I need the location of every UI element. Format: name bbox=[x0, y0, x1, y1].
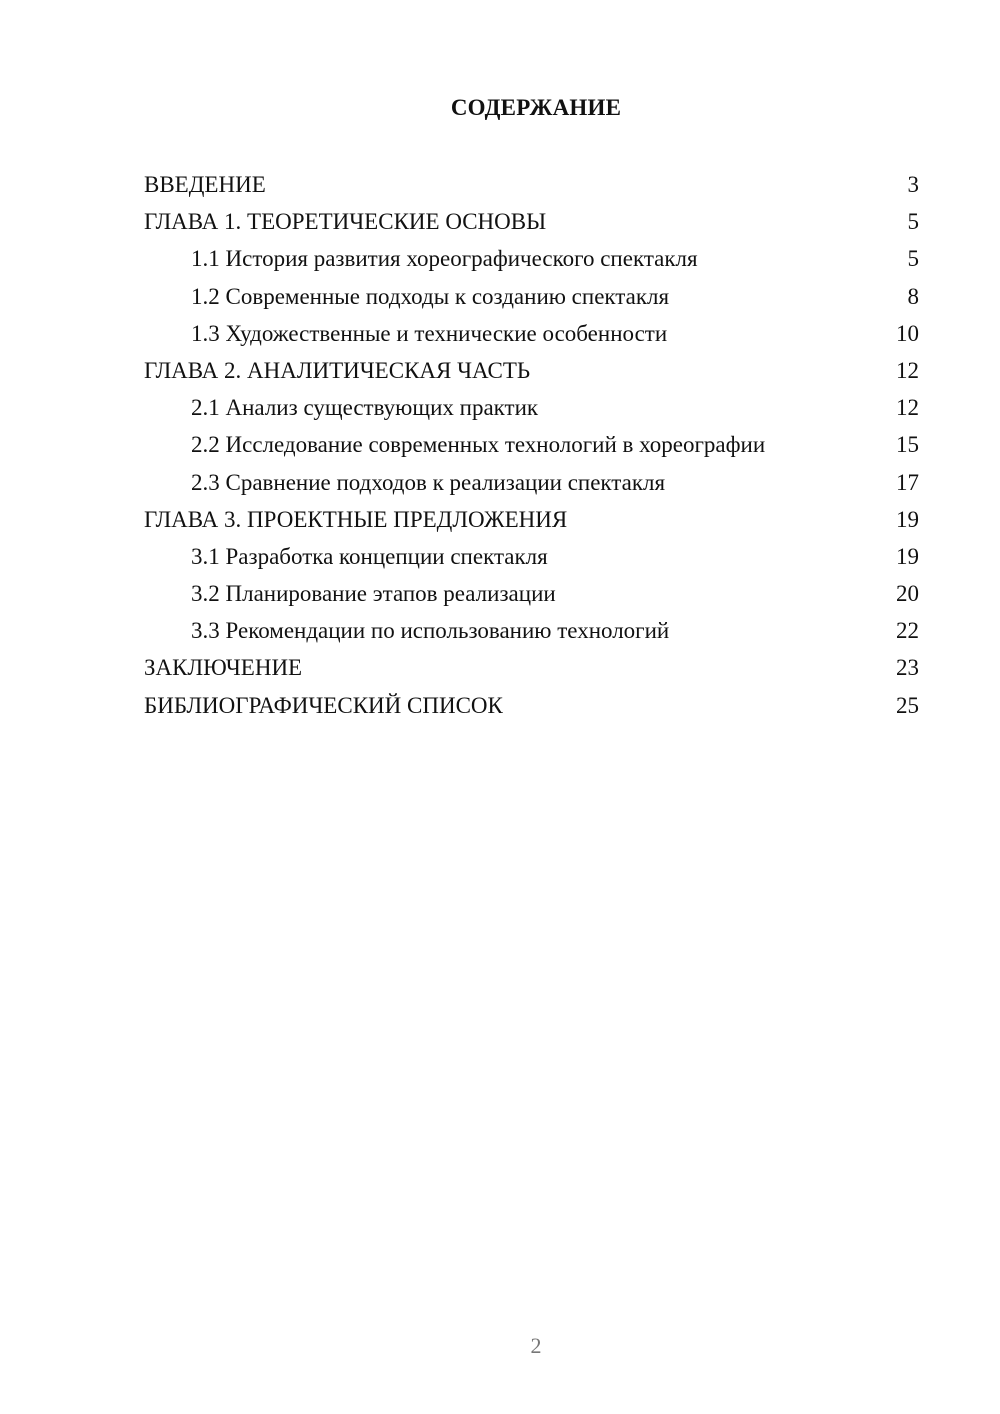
toc-entry-page: 5 bbox=[907, 209, 919, 235]
toc-entry-chapter-3[interactable] bbox=[144, 501, 919, 538]
toc-entry-label: 3.1 Разработка концепции спектакля bbox=[191, 543, 548, 569]
toc-entry-section-1-3[interactable] bbox=[144, 315, 919, 352]
toc-entry-introduction[interactable] bbox=[144, 166, 919, 203]
toc-entry-section-1-2[interactable] bbox=[144, 278, 919, 315]
toc-entry-label: 2.1 Анализ существующих практик bbox=[191, 395, 539, 421]
toc-entry-section-3-2[interactable] bbox=[144, 575, 919, 612]
toc-entry-page: 8 bbox=[907, 283, 919, 309]
toc-entry-label: ГЛАВА 2. АНАЛИТИЧЕСКАЯ ЧАСТЬ bbox=[144, 357, 531, 383]
table-of-contents bbox=[144, 166, 919, 724]
toc-entry-chapter-1[interactable] bbox=[144, 203, 919, 240]
toc-entry-label: 1.2 Современные подходы к созданию спектакля bbox=[191, 283, 670, 309]
toc-entry-page: 5 bbox=[907, 246, 919, 272]
toc-entry-page: 10 bbox=[896, 320, 919, 346]
page-number: 2 bbox=[530, 1333, 542, 1358]
toc-entry-page: 12 bbox=[896, 357, 919, 383]
toc-entry-label: 2.3 Сравнение подходов к реализации спектакля bbox=[191, 469, 666, 495]
toc-entry-page: 25 bbox=[896, 692, 919, 718]
toc-entry-label: 2.2 Исследование современных технологий в хореографии bbox=[191, 432, 766, 458]
toc-entry-label: ГЛАВА 3. ПРОЕКТНЫЕ ПРЕДЛОЖЕНИЯ bbox=[144, 506, 568, 532]
toc-entry-label: БИБЛИОГРАФИЧЕСКИЙ СПИСОК bbox=[144, 692, 503, 718]
toc-entry-label: 3.2 Планирование этапов реализации bbox=[191, 581, 556, 607]
toc-entry-label: 1.1 История развития хореографического спектакля bbox=[191, 246, 698, 272]
toc-entry-label: ГЛАВА 1. ТЕОРЕТИЧЕСКИЕ ОСНОВЫ bbox=[144, 209, 547, 235]
toc-entry-page: 19 bbox=[896, 506, 919, 532]
toc-entry-page: 20 bbox=[896, 581, 919, 607]
toc-entry-conclusion[interactable] bbox=[144, 649, 919, 686]
toc-entry-label: 3.3 Рекомендации по использованию технологий bbox=[191, 618, 670, 644]
toc-entry-section-2-1[interactable] bbox=[144, 389, 919, 426]
toc-entry-page: 15 bbox=[896, 432, 919, 458]
toc-entry-page: 19 bbox=[896, 543, 919, 569]
toc-entry-section-2-3[interactable] bbox=[144, 464, 919, 501]
toc-entry-section-1-1[interactable] bbox=[144, 240, 919, 277]
toc-entry-page: 17 bbox=[896, 469, 919, 495]
toc-entry-section-3-3[interactable] bbox=[144, 612, 919, 649]
toc-entry-section-2-2[interactable] bbox=[144, 426, 919, 463]
toc-entry-section-3-1[interactable] bbox=[144, 538, 919, 575]
toc-entry-label: ВВЕДЕНИЕ bbox=[144, 172, 266, 197]
toc-entry-label: 1.3 Художественные и технические особенности bbox=[191, 320, 668, 346]
toc-entry-label: ЗАКЛЮЧЕНИЕ bbox=[144, 655, 303, 681]
toc-entry-page: 3 bbox=[907, 172, 919, 197]
toc-entry-page: 12 bbox=[896, 395, 919, 421]
toc-entry-chapter-2[interactable] bbox=[144, 352, 919, 389]
toc-entry-page: 23 bbox=[896, 655, 919, 681]
toc-entry-page: 22 bbox=[896, 618, 919, 644]
page-title: СОДЕРЖАНИЕ bbox=[450, 95, 622, 120]
toc-entry-bibliography[interactable] bbox=[144, 687, 919, 724]
